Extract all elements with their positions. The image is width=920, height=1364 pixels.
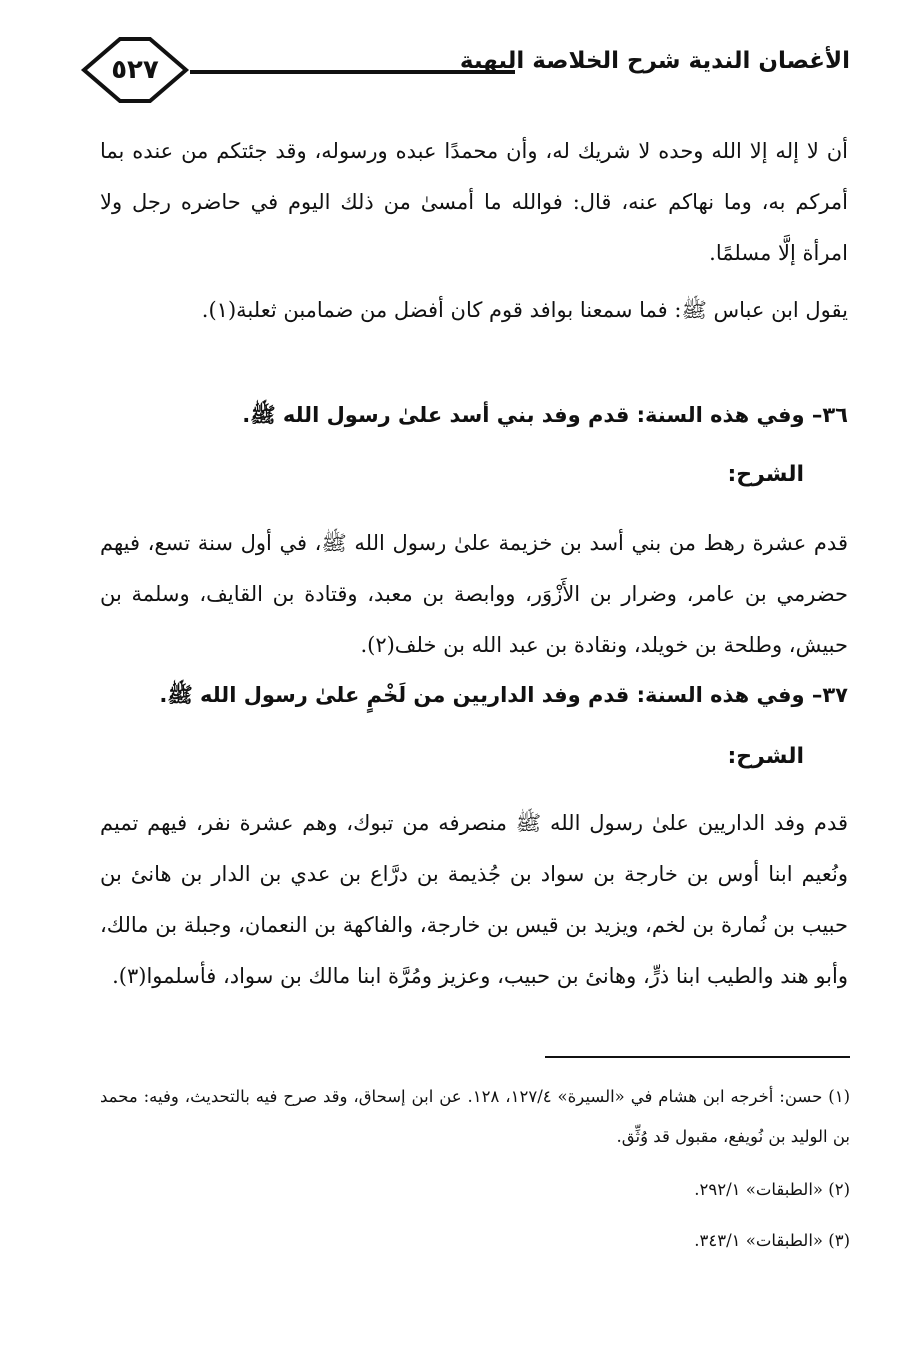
footnote-2: (٢) «الطبقات» ١/‏٢٩٢.	[694, 1180, 850, 1199]
running-title: الأغصان الندية شرح الخلاصة البهية	[459, 48, 850, 74]
section-body-37: قدم وفد الداريين علىٰ رسول الله ﷺ منصرفه من تبوك، وهم عشرة نفر، فيهم تميم ونُعيم ابنا أوس بن خارجة بن سواد بن جُذيمة بن درَّاع بن عدي بن الدار بن هانئ بن حبيب بن نُمارة بن لخم، ويزيد بن قيس بن خارجة، والفاكهة بن النعمان، وجبلة بن مالك، وأبو هند والطيب ابنا ذرٍّ، وهانئ بن حبيب، وعزيز ومُرَّة ابنا مالك بن سواد، فأسلموا(٣).	[100, 811, 848, 988]
paragraph-1: أن لا إله إلا الله وحده لا شريك له، وأن محمدًا عبده ورسوله، وقد جئتكم من عنده بما أمركم به، وما نهاكم عنه، قال: فوالله ما أمسىٰ من ذلك اليوم في حاضره رجل ولا امرأة إلَّا مسلمًا.	[100, 139, 848, 265]
page-number: ٥٢٧	[111, 55, 159, 85]
footnote-separator	[545, 1056, 850, 1058]
section-heading-36: ٣٦– وفي هذه السنة: قدم وفد بني أسد علىٰ رسول الله ﷺ.	[242, 403, 848, 427]
sharh-label-36: الشرح:	[727, 462, 804, 487]
page-header	[80, 36, 850, 106]
footnote-1: (١) حسن: أخرجه ابن هشام في «السيرة» ٤/‏١٢٧، ١٢٨. عن ابن إسحاق، وقد صرح فيه بالتحديث، وفيه: محمد بن الوليد بن نُويفع، مقبول قد وُثِّق.	[100, 1087, 850, 1146]
footnote-3: (٣) «الطبقات» ١/‏٣٤٣.	[694, 1231, 850, 1250]
sharh-label-37: الشرح:	[727, 744, 804, 769]
paragraph-2: يقول ابن عباس ﷺ: فما سمعنا بوافد قوم كان أفضل من ضمامبن ثعلبة(١).	[201, 298, 848, 322]
section-body-36: قدم عشرة رهط من بني أسد بن خزيمة علىٰ رسول الله ﷺ، في أول سنة تسع، فيهم حضرمي بن عامر، وضرار بن الأَزْوَر، ووابصة بن معبد، وقتادة بن القايف، وسلمة بن حبيش، وطلحة بن خويلد، ونقادة بن عبد الله بن خلف(٢).	[100, 531, 848, 657]
section-heading-37: ٣٧– وفي هذه السنة: قدم وفد الداريين من لَخْمٍ علىٰ رسول الله ﷺ.	[159, 683, 848, 707]
page-number-badge	[80, 36, 190, 104]
